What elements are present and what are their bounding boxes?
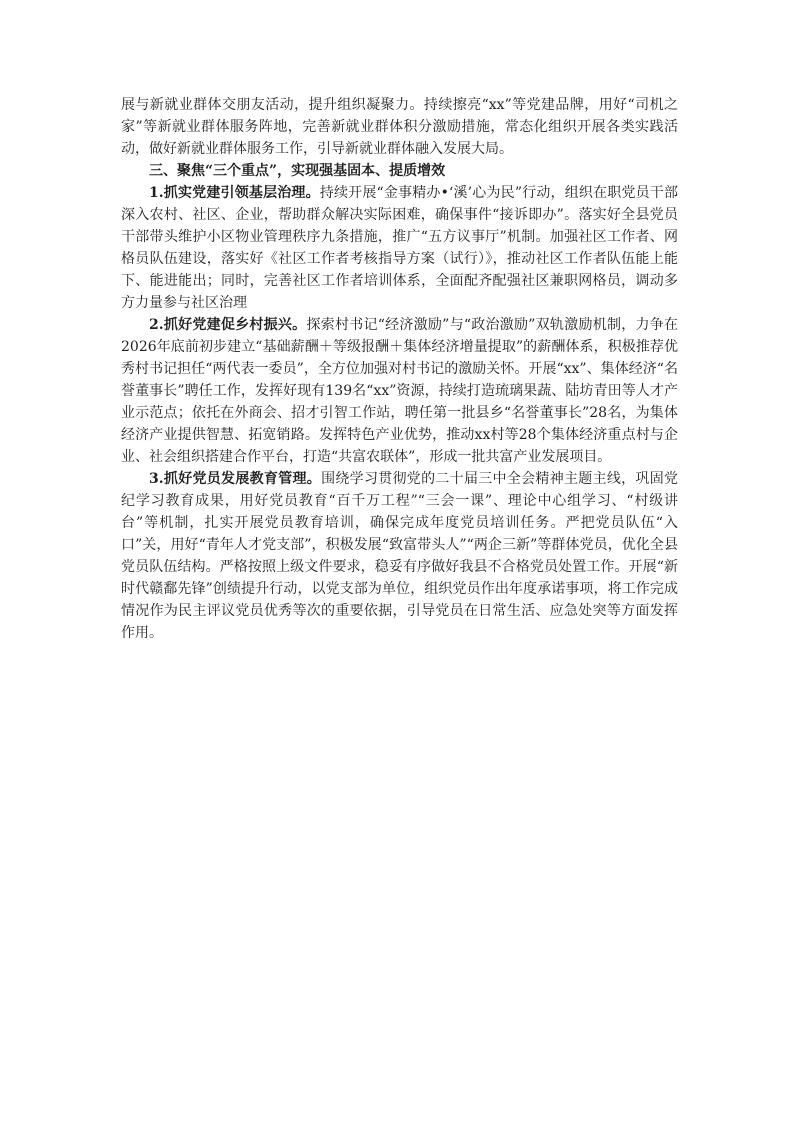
item-paragraph-2: [121, 314, 678, 468]
item-lead-2: 2.抓好党建促乡村振兴。: [149, 317, 307, 333]
item-lead-1: 1.抓实党建引领基层治理。: [149, 185, 320, 201]
item-body-3: 围绕学习贯彻党的二十届三中全会精神主题主线，巩固党纪学习教育成果，用好党员教育“百千万工程”“三会一课”、理论中心组学习、“村级讲台”等机制，扎实开展党员教育培训，确保完成年度党员培训任务。严把党员队伍“入口”关，用好“青年人才党支部”，积极发展“致富带头人”“两企三新”等群体党员，优化全县党员队伍结构。严格按照上级文件要求，稳妥有序做好我县不合格党员处置工作。开展“新时代赣鄱先锋”创绩提升行动，以党支部为单位，组织党员作出年度承诺事项，将工作完成情况作为民主评议党员优秀等次的重要依据，引导党员在日常生活、应急处突等方面发挥作用。: [121, 471, 678, 641]
document-page: [121, 94, 678, 644]
item-lead-3: 3.抓好党员发展教育管理。: [149, 471, 322, 487]
intro-paragraph: 展与新就业群体交朋友活动，提升组织凝聚力。持续擦亮“xx”等党建品牌，用好“司机之家”等新就业群体服务阵地，完善新就业群体积分激励措施，常态化组织开展各类实践活动，做好新就业群体服务工作，引导新就业群体融入发展大局。: [121, 97, 678, 157]
section-heading: 三、聚焦“三个重点”，实现强基固本、提质增效: [149, 163, 446, 179]
item-body-1: 持续开展“金事精办•‘溪’心为民”行动，组织在职党员干部深入农村、社区、企业，帮助群众解决实际困难，确保事件“接诉即办”。落实好全县党员干部带头维护小区物业管理秩序九条措施，推广“五方议事厅”机制。加强社区工作者、网格员队伍建设，落实好《社区工作者考核指导方案（试行）》，推动社区工作者队伍能上能下、能进能出；同时，完善社区工作者培训体系，全面配齐配强社区兼职网格员，调动多方力量参与社区治理: [121, 185, 678, 311]
item-paragraph-3: [121, 468, 678, 644]
item-paragraph-1: [121, 182, 678, 314]
item-body-2: 探索村书记“经济激励”与“政治激励”双轨激励机制，力争在2026年底前初步建立“基础薪酬＋等级报酬＋集体经济增量提取”的薪酬体系，积极推荐优秀村书记担任“两代表一委员”，全方位加强对村书记的激励关怀。开展“xx”、集体经济“名誉董事长”聘任工作，发挥好现有139名“xx”资源，持续打造琉璃果蔬、陆坊青田等人才产业示范点；依托在外商会、招才引智工作站，聘任第一批县乡“名誉董事长”28名，为集体经济产业提供智慧、拓宽销路。发挥特色产业优势，推动xx村等28个集体经济重点村与企业、社会组织搭建合作平台，打造“共富农联体”，形成一批共富产业发展项目。: [121, 317, 678, 465]
